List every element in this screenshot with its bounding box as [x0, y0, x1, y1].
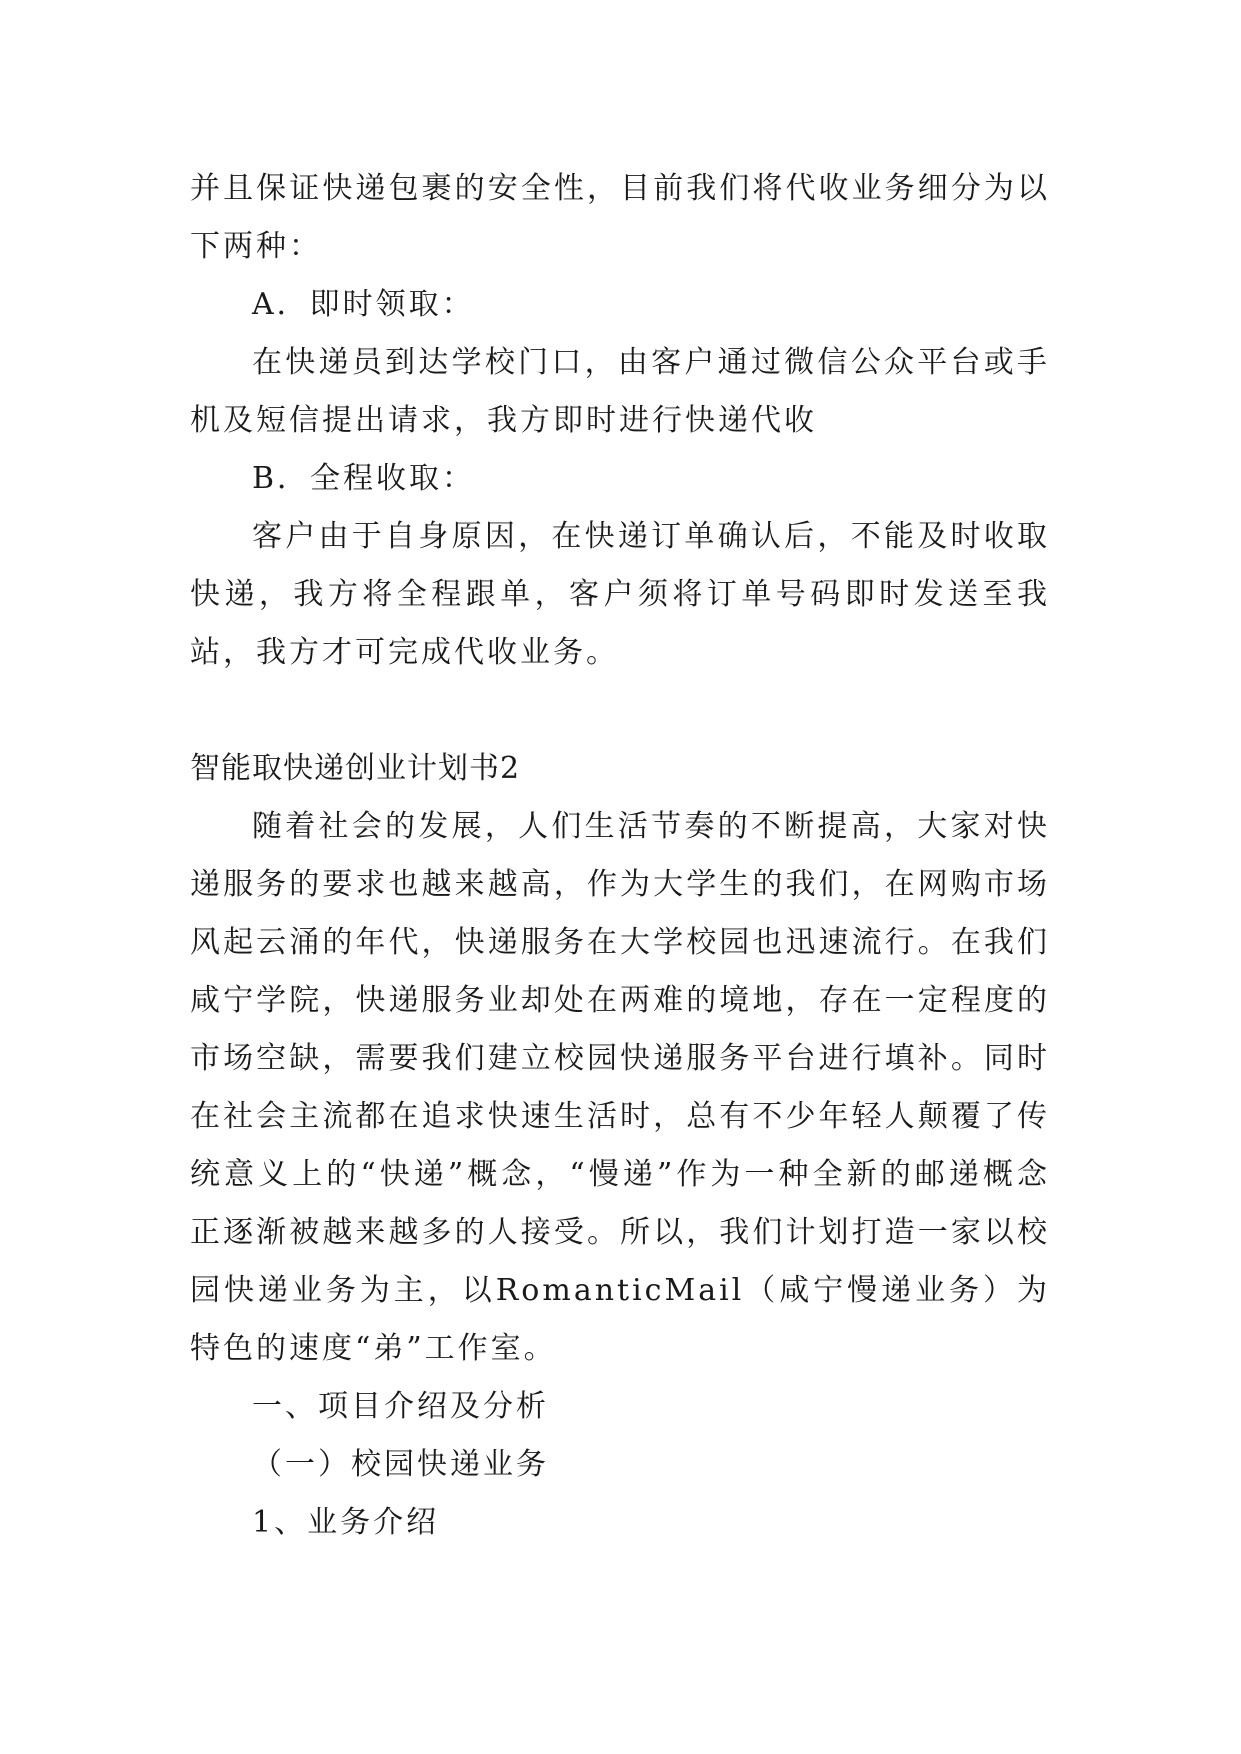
document-body	[190, 160, 1050, 1552]
paragraph-option-a-body: 在快递员到达学校门口，由客户通过微信公众平台或手机及短信提出请求，我方即时进行快递代收	[190, 345, 1050, 438]
section-spacer	[190, 682, 1050, 740]
heading-business-intro: 1、业务介绍	[252, 1505, 440, 1540]
heading-campus-express: （一）校园快递业务	[252, 1447, 549, 1482]
paragraph-intro: 并且保证快递包裹的安全性，目前我们将代收业务细分为以下两种：	[190, 171, 1050, 264]
section-title: 智能取快递创业计划书2	[190, 751, 521, 786]
paragraph-option-a-title: A．即时领取：	[252, 287, 475, 322]
heading-project-intro: 一、项目介绍及分析	[252, 1389, 549, 1424]
paragraph-background: 随着社会的发展，人们生活节奏的不断提高，大家对快递服务的要求也越来越高，作为大学生的我们，在网购市场风起云涌的年代，快递服务在大学校园也迅速流行。在我们咸宁学院，快递服务业却处在两难的境地，存在一定程度的市场空缺，需要我们建立校园快递服务平台进行填补。同时在社会主流都在追求快速生活时，总有不少年轻人颠覆了传统意义上的“快递”概念，“慢递”作为一种全新的邮递概念正逐渐被越来越多的人接受。所以，我们计划打造一家以校园快递业务为主，以RomanticMail（咸宁慢递业务）为特色的速度“弟”工作室。	[190, 809, 1050, 1366]
paragraph-option-b-body: 客户由于自身原因，在快递订单确认后，不能及时收取快递，我方将全程跟单，客户须将订单号码即时发送至我站，我方才可完成代收业务。	[190, 519, 1050, 670]
paragraph-option-b-title: B．全程收取：	[252, 461, 476, 496]
